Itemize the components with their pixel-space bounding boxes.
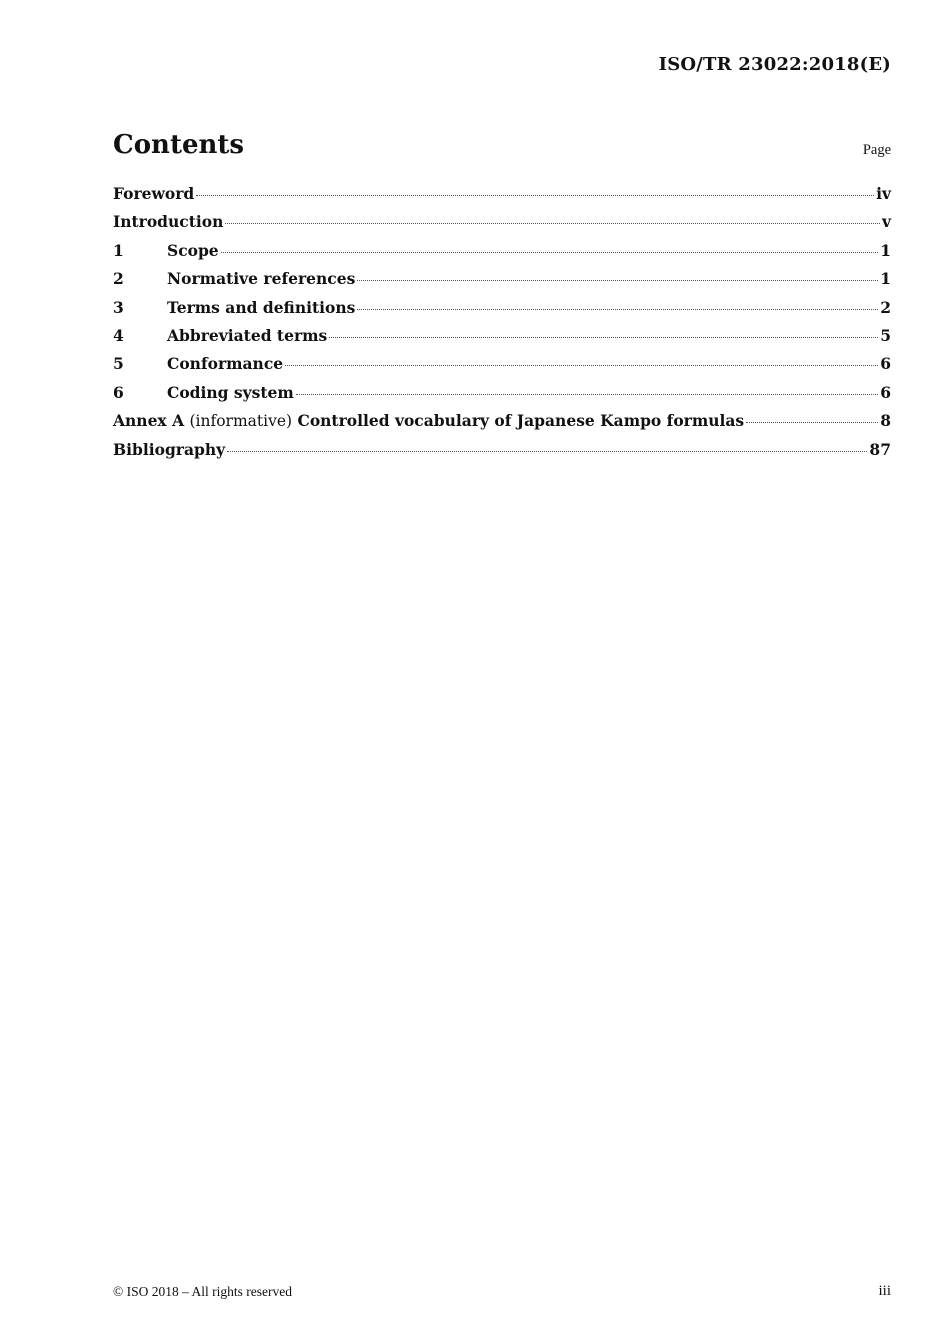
- toc-entry-page: 6: [880, 354, 891, 374]
- toc-entry-coding-system[interactable]: [113, 383, 891, 411]
- toc-entry-title: Foreword: [113, 184, 195, 203]
- toc-entry-abbreviated-terms[interactable]: [113, 326, 891, 354]
- page-title: Contents: [113, 130, 245, 160]
- annex-title: Controlled vocabulary of Japanese Kampo formulas: [297, 411, 745, 431]
- toc-entry-number: 3: [113, 297, 124, 317]
- dot-leader: [285, 365, 878, 366]
- toc-entry-bibliography[interactable]: [113, 440, 891, 468]
- toc-entry-number: 5: [113, 354, 124, 374]
- toc-entry-number: 6: [113, 382, 124, 402]
- toc-entry-page: 2: [880, 297, 891, 317]
- toc-entry-title: Scope: [167, 240, 219, 260]
- page-number: iii: [878, 1283, 891, 1299]
- toc-entry-page: 1: [880, 240, 891, 260]
- dot-leader: [296, 394, 878, 395]
- toc-entry-annex-a[interactable]: [113, 411, 891, 439]
- toc-entry-scope[interactable]: [113, 241, 891, 269]
- toc-entry-page: 6: [880, 382, 891, 402]
- toc-entry-title: Coding system: [167, 382, 294, 402]
- dot-leader: [225, 223, 880, 224]
- dot-leader: [196, 195, 874, 196]
- toc-entry-terms-and-definitions[interactable]: [113, 298, 891, 326]
- page-column-label: Page: [862, 142, 891, 158]
- toc-entry-title: Bibliography: [113, 439, 226, 459]
- toc-entry-title: [113, 411, 744, 430]
- annex-note: (informative): [189, 412, 293, 431]
- toc-entry-number: 1: [113, 240, 124, 260]
- dot-leader: [746, 422, 878, 423]
- toc-entry-page: 1: [880, 269, 891, 289]
- document-id: ISO/TR 23022:2018(E): [658, 54, 891, 75]
- dot-leader: [329, 337, 878, 338]
- toc-entry-title: Terms and definitions: [167, 297, 356, 317]
- toc-entry-page: iv: [876, 184, 891, 203]
- toc-entry-introduction[interactable]: [113, 212, 891, 240]
- dot-leader: [357, 280, 878, 281]
- toc-entry-number: 2: [113, 269, 124, 289]
- toc-entry-page: v: [881, 212, 891, 232]
- toc-entry-title: Introduction: [113, 212, 224, 232]
- toc-entry-page: 5: [880, 325, 891, 345]
- toc-entry-conformance[interactable]: [113, 354, 891, 382]
- toc-entry-title: Normative references: [167, 269, 356, 289]
- toc-entry-number: 4: [113, 325, 124, 345]
- toc-entry-foreword[interactable]: [113, 184, 891, 212]
- annex-label: Annex A: [113, 411, 185, 431]
- table-of-contents: [113, 184, 891, 468]
- toc-entry-normative-references[interactable]: [113, 269, 891, 297]
- toc-entry-page: 87: [869, 439, 891, 459]
- copyright-notice: © ISO 2018 – All rights reserved: [113, 1284, 292, 1299]
- dot-leader: [357, 309, 878, 310]
- toc-entry-page: 8: [880, 411, 891, 431]
- dot-leader: [221, 252, 879, 253]
- toc-entry-title: Abbreviated terms: [167, 325, 328, 345]
- toc-entry-title: Conformance: [167, 354, 284, 374]
- dot-leader: [227, 451, 867, 452]
- contents-header: [113, 130, 891, 170]
